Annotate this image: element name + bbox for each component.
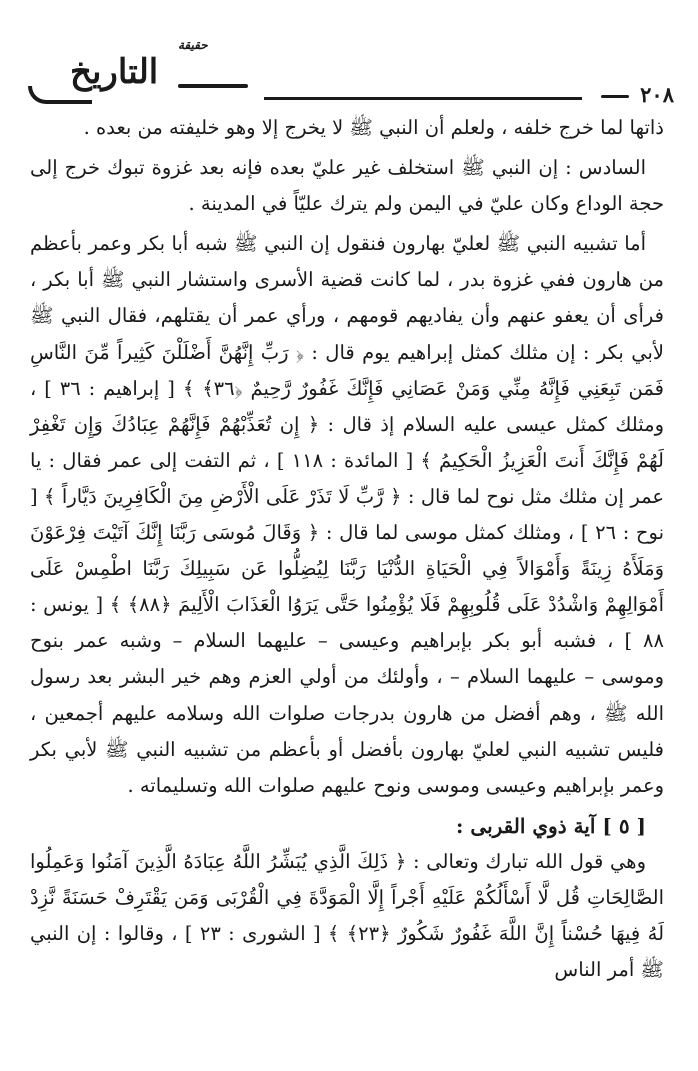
body-text bbox=[30, 110, 664, 988]
book-title-name: التاريخ bbox=[70, 52, 159, 92]
page-number-ornament bbox=[601, 95, 629, 98]
paragraph-3: أما تشبيه النبي ﷺ لعليّ بهارون فنقول إن النبي ﷺ شبه أبا بكر وعمر بأعظم من هارون ففي غزوة بدر ، لما كانت قضية الأسرى واستشار النبي ﷺ أبا بكر ، فرأى أن يعفو عنهم وأن يفاديهم قومهم ، ورأي عمر أن يقتلهم، فقال النبي ﷺ لأبي بكر : إن مثلك كمثل إبراهيم يوم قال : ﴿ رَبِّ إِنَّهُنَّ أَضْلَلْنَ كَثِيراً مِّنَ النَّاسِ فَمَن تَبِعَنِي فَإِنَّهُ مِنِّي وَمَنْ عَصَانِي فَإِنَّكَ غَفُورٌ رَّحِيمٌ ﴿٣٦﴾ ﴾ [ إبراهيم : ٣٦ ] ، ومثلك كمثل عيسى عليه السلام إذ قال : ﴿ إِن تُعَذِّبْهُمْ فَإِنَّهُمْ عِبَادُكَ وَإِن تَغْفِرْ لَهُمْ فَإِنَّكَ أَنتَ الْعَزِيزُ الْحَكِيمُ ﴾ [ المائدة : ١١٨ ] ، ثم التفت إلى عمر فقال : يا عمر إن مثلك مثل نوح لما قال : ﴿ رَّبِّ لَا تَذَرْ عَلَى الْأَرْضِ مِنَ الْكَافِرِينَ دَيَّاراً ﴾ [ نوح : ٢٦ ] ، ومثلك كمثل موسى لما قال : ﴿ وَقَالَ مُوسَى رَبَّنَا إِنَّكَ آتَيْتَ فِرْعَوْنَ وَمَلَأَهُ زِينَةً وَأَمْوَالاً فِي الْحَيَاةِ الدُّنْيَا رَبَّنَا لِيُضِلُّوا عَن سَبِيلِكَ رَبَّنَا اطْمِسْ عَلَى أَمْوَالِهِمْ وَاشْدُدْ عَلَى قُلُوبِهِمْ فَلَا يُؤْمِنُوا حَتَّى يَرَوُا الْعَذَابَ الْأَلِيمَ ﴿٨٨﴾ ﴾ [ يونس : ٨٨ ] ، فشبه أبو بكر بإبراهيم وعيسى – عليهما السلام – وشبه عمر بنوح وموسى – عليهما السلام – ، وأولئك من أولي العزم وهم خير البشر بعد رسول الله ﷺ ، وهم أفضل من هارون بدرجات صلوات الله وسلامه عليهم أجمعين ، فليس تشبيه النبي لعليّ بهارون بأفضل أو بأعظم من تشبيه النبي ﷺ لأبي بكر وعمر بإبراهيم وعيسى وموسى ونوح عليهم صلوات الله وتسليماته . bbox=[30, 232, 665, 797]
page-number bbox=[601, 82, 674, 107]
paragraph-2: السادس : إن النبي ﷺ استخلف غير عليّ بعده فإنه بعد غزوة تبوك خرج إلى حجة الوداع وكان عليّ في اليمن ولم يترك عليّاً في المدينة . bbox=[30, 156, 664, 216]
section-paragraph: وهي قول الله تبارك وتعالى : ﴿ ذَلِكَ الَّذِي يُبَشِّرُ اللَّهُ عِبَادَهُ الَّذِينَ آمَنُوا وَعَمِلُوا الصَّالِحَاتِ قُل لَّا أَسْأَلُكُمْ عَلَيْهِ أَجْراً إِلَّا الْمَوَدَّةَ فِي الْقُرْبَى وَمَن يَقْتَرِفْ حَسَنَةً نَّزِدْ لَهُ فِيهَا حُسْناً إِنَّ اللَّهَ غَفُورٌ شَكُورٌ ﴿٢٣﴾ ﴾ [ الشورى : ٢٣ ] ، وقالوا : إن النبي ﷺ أمر الناس bbox=[30, 849, 665, 982]
title-underline-ornament bbox=[178, 84, 248, 88]
header-rule bbox=[264, 97, 582, 100]
title-swash-ornament bbox=[28, 86, 92, 104]
page-header bbox=[28, 38, 674, 108]
section-heading: [ ٥ ] آية ذوي القربى : bbox=[456, 813, 646, 838]
book-title-logo bbox=[28, 38, 253, 108]
paragraph-1: ذاتها لما خرج خلفه ، ولعلم أن النبي ﷺ لا يخرج إلا وهو خليفته من بعده . bbox=[83, 116, 664, 139]
page-number-text: ٢٠٨ bbox=[640, 82, 674, 107]
book-title-tag: حقيقة bbox=[178, 38, 208, 52]
